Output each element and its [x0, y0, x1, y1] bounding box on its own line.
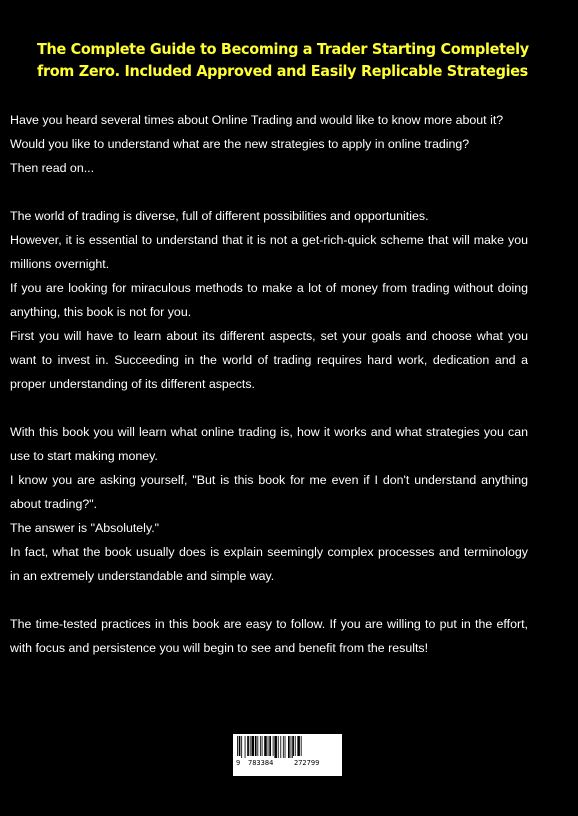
- barcode-bar: [291, 736, 292, 758]
- paragraph-line: However, it is essential to understand that it is not a get-rich-quick scheme that will make you millions overnight.: [10, 233, 528, 271]
- barcode-bar: [292, 736, 294, 758]
- barcode-bar: [247, 736, 249, 758]
- paragraph-line: Would you like to understand what are the new strategies to apply in online trading?: [10, 137, 470, 151]
- barcode-bar: [262, 736, 263, 758]
- paragraph-gap: [10, 588, 528, 612]
- barcode-digit-group-2: 272799: [293, 756, 320, 770]
- paragraph-gap: [10, 180, 528, 204]
- barcode-bar: [239, 736, 241, 758]
- barcode-bar: [297, 736, 300, 758]
- barcode-bar: [285, 736, 286, 758]
- barcode-bar: [237, 736, 238, 758]
- barcode-bar: [283, 736, 284, 758]
- barcode-bar: [268, 736, 269, 758]
- paragraph-line: Have you heard several times about Online Trading and would like to know more about it?: [10, 113, 504, 127]
- barcode-bar: [255, 736, 257, 758]
- barcode-bar: [295, 736, 296, 758]
- barcode-bar: [288, 736, 290, 758]
- barcode-bar: [257, 736, 258, 758]
- barcode-bar: [269, 736, 271, 758]
- isbn-barcode: [233, 734, 342, 776]
- paragraph-line: The time-tested practices in this book are easy to follow. If you are willing to put in the effort, with focus and persistence you will begin to see and benefit from the results!: [10, 617, 528, 655]
- book-description: [10, 108, 528, 660]
- barcode-bar: [260, 736, 261, 758]
- back-cover-headline: [37, 38, 529, 82]
- barcode-bar: [278, 736, 279, 758]
- barcode-bar: [273, 736, 274, 758]
- headline-line-1: The Complete Guide to Becoming a Trader Starting Completely: [37, 40, 529, 58]
- paragraph-line: The world of trading is diverse, full of different possibilities and opportunities.: [10, 209, 429, 223]
- barcode-bar: [280, 736, 281, 758]
- paragraph-line: I know you are asking yourself, "But is this book for me even if I don't understand anything about trading?".: [10, 473, 528, 511]
- barcode-bar: [245, 736, 246, 758]
- headline-line-2: from Zero. Included Approved and Easily Replicable Strategies: [37, 62, 528, 80]
- paragraph-gap: [10, 396, 528, 420]
- paragraph-line: First you will have to learn about its different aspects, set your goals and choose what you want to invest in. Succeeding in the world of trading requires hard work, dedication and a proper understanding of its different aspects.: [10, 329, 528, 391]
- barcode-digit-group-1: 783384: [247, 756, 274, 770]
- barcode-bar: [241, 736, 242, 758]
- barcode-prefix-digit: 9: [235, 756, 241, 770]
- barcode-bar: [274, 736, 277, 758]
- barcode-bar: [250, 736, 251, 758]
- barcode-bar: [264, 736, 267, 758]
- paragraph-line: With this book you will learn what online trading is, how it works and what strategies you can use to start making money.: [10, 425, 528, 463]
- paragraph-line: The answer is "Absolutely.": [10, 521, 160, 535]
- paragraph-line: Then read on...: [10, 161, 95, 175]
- barcode-bar: [301, 736, 302, 758]
- barcode-digits: [233, 756, 342, 770]
- paragraph-line: In fact, what the book usually does is explain seemingly complex processes and terminology in an extremely understandable and simple way.: [10, 545, 528, 583]
- barcode-bar: [251, 736, 254, 758]
- paragraph-line: If you are looking for miraculous methods to make a lot of money from trading without doing anything, this book is not for you.: [10, 281, 528, 319]
